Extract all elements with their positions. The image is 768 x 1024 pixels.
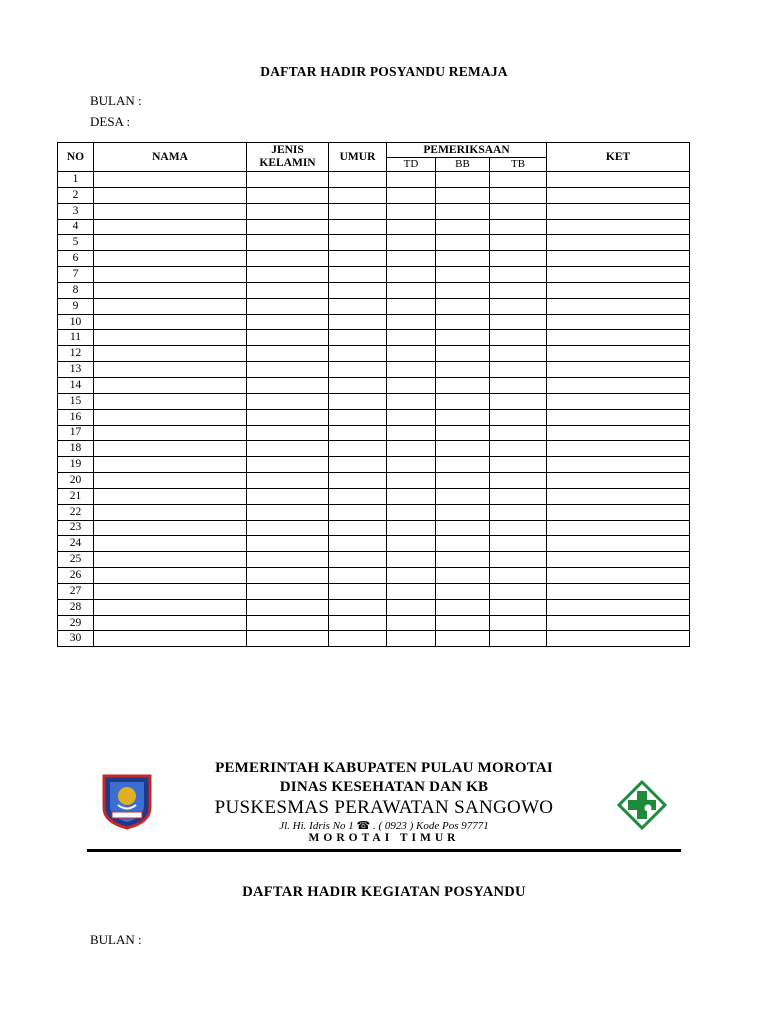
cell-ket[interactable] [547, 346, 690, 362]
cell-bb[interactable] [436, 172, 490, 188]
cell-nama[interactable] [94, 457, 247, 473]
cell-umur[interactable] [329, 203, 387, 219]
cell-umur[interactable] [329, 362, 387, 378]
cell-bb[interactable] [436, 314, 490, 330]
cell-bb[interactable] [436, 599, 490, 615]
cell-bb[interactable] [436, 267, 490, 283]
cell-nama[interactable] [94, 552, 247, 568]
cell-umur[interactable] [329, 441, 387, 457]
cell-no: 30 [58, 631, 94, 647]
cell-ket[interactable] [547, 219, 690, 235]
cell-td[interactable] [387, 330, 436, 346]
table-row [58, 282, 690, 298]
cell-jenis-kelamin[interactable] [247, 631, 329, 647]
cell-ket[interactable] [547, 504, 690, 520]
cell-umur[interactable] [329, 393, 387, 409]
cell-umur[interactable] [329, 583, 387, 599]
table-row [58, 488, 690, 504]
cell-ket[interactable] [547, 251, 690, 267]
cell-bb[interactable] [436, 631, 490, 647]
header-pemeriksaan: PEMERIKSAAN [387, 143, 547, 158]
cell-no: 26 [58, 568, 94, 584]
cell-tb[interactable] [490, 282, 547, 298]
cell-ket[interactable] [547, 457, 690, 473]
cell-umur[interactable] [329, 377, 387, 393]
cell-no: 25 [58, 552, 94, 568]
cell-no: 29 [58, 615, 94, 631]
table-row [58, 267, 690, 283]
cell-td[interactable] [387, 346, 436, 362]
cell-nama[interactable] [94, 504, 247, 520]
cell-tb[interactable] [490, 235, 547, 251]
letterhead-agency: DINAS KESEHATAN DAN KB [279, 779, 489, 795]
cell-td[interactable] [387, 473, 436, 489]
cell-umur[interactable] [329, 298, 387, 314]
cell-nama[interactable] [94, 473, 247, 489]
table-row [58, 441, 690, 457]
cell-no: 16 [58, 409, 94, 425]
cell-bb[interactable] [436, 346, 490, 362]
cell-nama[interactable] [94, 425, 247, 441]
cell-jenis-kelamin[interactable] [247, 425, 329, 441]
cell-td[interactable] [387, 457, 436, 473]
cell-no: 7 [58, 267, 94, 283]
cell-tb[interactable] [490, 187, 547, 203]
cell-nama[interactable] [94, 583, 247, 599]
cell-jenis-kelamin[interactable] [247, 599, 329, 615]
cell-nama[interactable] [94, 377, 247, 393]
cell-umur[interactable] [329, 425, 387, 441]
cell-td[interactable] [387, 362, 436, 378]
cell-nama[interactable] [94, 362, 247, 378]
cell-td[interactable] [387, 504, 436, 520]
cell-tb[interactable] [490, 172, 547, 188]
table-row [58, 536, 690, 552]
table-row [58, 362, 690, 378]
cell-nama[interactable] [94, 267, 247, 283]
cell-jenis-kelamin[interactable] [247, 536, 329, 552]
cell-td[interactable] [387, 409, 436, 425]
cell-jenis-kelamin[interactable] [247, 473, 329, 489]
cell-umur[interactable] [329, 346, 387, 362]
header-jenis-kelamin [247, 143, 329, 172]
cell-ket[interactable] [547, 393, 690, 409]
cell-ket[interactable] [547, 552, 690, 568]
cell-tb[interactable] [490, 425, 547, 441]
cell-tb[interactable] [490, 377, 547, 393]
cell-umur[interactable] [329, 488, 387, 504]
attendance-table [57, 142, 690, 647]
health-cross-icon [617, 780, 667, 830]
cell-no: 22 [58, 504, 94, 520]
cell-no: 5 [58, 235, 94, 251]
header-ket: KET [547, 143, 690, 172]
cell-nama[interactable] [94, 488, 247, 504]
cell-ket[interactable] [547, 298, 690, 314]
cell-umur[interactable] [329, 235, 387, 251]
cell-no: 23 [58, 520, 94, 536]
cell-ket[interactable] [547, 377, 690, 393]
cell-ket[interactable] [547, 409, 690, 425]
table-row [58, 568, 690, 584]
cell-bb[interactable] [436, 488, 490, 504]
second-document-title: DAFTAR HADIR KEGIATAN POSYANDU [242, 884, 526, 900]
cell-bb[interactable] [436, 457, 490, 473]
cell-umur[interactable] [329, 520, 387, 536]
cell-ket[interactable] [547, 520, 690, 536]
cell-ket[interactable] [547, 615, 690, 631]
table-row [58, 235, 690, 251]
cell-no: 24 [58, 536, 94, 552]
table-row [58, 251, 690, 267]
cell-bb[interactable] [436, 552, 490, 568]
table-row [58, 583, 690, 599]
cell-jenis-kelamin[interactable] [247, 393, 329, 409]
table-row [58, 425, 690, 441]
cell-tb[interactable] [490, 409, 547, 425]
cell-jenis-kelamin[interactable] [247, 615, 329, 631]
cell-jenis-kelamin[interactable] [247, 282, 329, 298]
cell-no: 12 [58, 346, 94, 362]
cell-td[interactable] [387, 599, 436, 615]
cell-td[interactable] [387, 425, 436, 441]
cell-jenis-kelamin[interactable] [247, 203, 329, 219]
cell-tb[interactable] [490, 552, 547, 568]
cell-jenis-kelamin[interactable] [247, 520, 329, 536]
cell-jenis-kelamin[interactable] [247, 219, 329, 235]
cell-td[interactable] [387, 552, 436, 568]
cell-nama[interactable] [94, 235, 247, 251]
table-row [58, 520, 690, 536]
cell-td[interactable] [387, 235, 436, 251]
cell-jenis-kelamin[interactable] [247, 583, 329, 599]
address-phone-postal: . ( 0923 ) Kode Pos 97771 [370, 820, 489, 832]
cell-td[interactable] [387, 314, 436, 330]
cell-tb[interactable] [490, 615, 547, 631]
cell-tb[interactable] [490, 583, 547, 599]
header-umur: UMUR [329, 143, 387, 172]
cell-no: 14 [58, 377, 94, 393]
table-row [58, 377, 690, 393]
bulan-label-2: BULAN : [90, 932, 142, 947]
cell-jenis-kelamin[interactable] [247, 409, 329, 425]
cell-no: 15 [58, 393, 94, 409]
cell-bb[interactable] [436, 568, 490, 584]
cell-no: 18 [58, 441, 94, 457]
cell-no: 11 [58, 330, 94, 346]
cell-jenis-kelamin[interactable] [247, 172, 329, 188]
cell-umur[interactable] [329, 409, 387, 425]
cell-umur[interactable] [329, 631, 387, 647]
cell-ket[interactable] [547, 441, 690, 457]
cell-tb[interactable] [490, 568, 547, 584]
cell-jenis-kelamin[interactable] [247, 568, 329, 584]
cell-no: 4 [58, 219, 94, 235]
cell-ket[interactable] [547, 536, 690, 552]
cell-tb[interactable] [490, 473, 547, 489]
cell-nama[interactable] [94, 520, 247, 536]
cell-bb[interactable] [436, 473, 490, 489]
cell-umur[interactable] [329, 599, 387, 615]
cell-jenis-kelamin[interactable] [247, 235, 329, 251]
cell-jenis-kelamin[interactable] [247, 251, 329, 267]
cell-td[interactable] [387, 393, 436, 409]
cell-umur[interactable] [329, 172, 387, 188]
cell-umur[interactable] [329, 457, 387, 473]
cell-tb[interactable] [490, 203, 547, 219]
cell-umur[interactable] [329, 251, 387, 267]
cell-nama[interactable] [94, 599, 247, 615]
cell-umur[interactable] [329, 536, 387, 552]
cell-nama[interactable] [94, 330, 247, 346]
cell-td[interactable] [387, 187, 436, 203]
table-row [58, 187, 690, 203]
table-row [58, 409, 690, 425]
cell-nama[interactable] [94, 187, 247, 203]
cell-no: 6 [58, 251, 94, 267]
table-row [58, 314, 690, 330]
cell-td[interactable] [387, 282, 436, 298]
cell-td[interactable] [387, 377, 436, 393]
cell-jenis-kelamin[interactable] [247, 377, 329, 393]
letterhead-region: MOROTAI TIMUR [308, 832, 460, 844]
table-row [58, 203, 690, 219]
cell-tb[interactable] [490, 346, 547, 362]
cell-bb[interactable] [436, 441, 490, 457]
cell-umur[interactable] [329, 314, 387, 330]
cell-umur[interactable] [329, 187, 387, 203]
cell-tb[interactable] [490, 520, 547, 536]
cell-td[interactable] [387, 267, 436, 283]
cell-bb[interactable] [436, 393, 490, 409]
cell-ket[interactable] [547, 235, 690, 251]
cell-no: 28 [58, 599, 94, 615]
cell-tb[interactable] [490, 267, 547, 283]
cell-jenis-kelamin[interactable] [247, 187, 329, 203]
cell-nama[interactable] [94, 536, 247, 552]
header-jenis-line2: KELAMIN [259, 157, 316, 169]
cell-bb[interactable] [436, 235, 490, 251]
table-row [58, 599, 690, 615]
cell-td[interactable] [387, 568, 436, 584]
cell-tb[interactable] [490, 599, 547, 615]
cell-bb[interactable] [436, 187, 490, 203]
cell-nama[interactable] [94, 441, 247, 457]
table-row [58, 631, 690, 647]
cell-umur[interactable] [329, 282, 387, 298]
header-nama: NAMA [94, 143, 247, 172]
cell-ket[interactable] [547, 488, 690, 504]
cell-ket[interactable] [547, 267, 690, 283]
cell-bb[interactable] [436, 219, 490, 235]
cell-bb[interactable] [436, 504, 490, 520]
cell-td[interactable] [387, 251, 436, 267]
cell-umur[interactable] [329, 568, 387, 584]
table-row [58, 504, 690, 520]
cell-ket[interactable] [547, 425, 690, 441]
cell-bb[interactable] [436, 536, 490, 552]
cell-tb[interactable] [490, 314, 547, 330]
cell-tb[interactable] [490, 393, 547, 409]
cell-jenis-kelamin[interactable] [247, 314, 329, 330]
cell-umur[interactable] [329, 330, 387, 346]
cell-no: 1 [58, 172, 94, 188]
cell-no: 13 [58, 362, 94, 378]
cell-ket[interactable] [547, 362, 690, 378]
cell-tb[interactable] [490, 219, 547, 235]
cell-ket[interactable] [547, 187, 690, 203]
cell-bb[interactable] [436, 425, 490, 441]
letterhead-government: PEMERINTAH KABUPATEN PULAU MOROTAI [215, 760, 553, 776]
cell-tb[interactable] [490, 504, 547, 520]
cell-td[interactable] [387, 298, 436, 314]
cell-tb[interactable] [490, 298, 547, 314]
cell-umur[interactable] [329, 552, 387, 568]
cell-no: 8 [58, 282, 94, 298]
cell-bb[interactable] [436, 298, 490, 314]
cell-ket[interactable] [547, 583, 690, 599]
cell-umur[interactable] [329, 615, 387, 631]
cell-nama[interactable] [94, 568, 247, 584]
cell-jenis-kelamin[interactable] [247, 504, 329, 520]
cell-no: 27 [58, 583, 94, 599]
cell-tb[interactable] [490, 441, 547, 457]
cell-no: 19 [58, 457, 94, 473]
cell-td[interactable] [387, 520, 436, 536]
cell-umur[interactable] [329, 219, 387, 235]
table-row [58, 346, 690, 362]
table-row [58, 457, 690, 473]
cell-no: 17 [58, 425, 94, 441]
cell-nama[interactable] [94, 346, 247, 362]
cell-bb[interactable] [436, 583, 490, 599]
cell-bb[interactable] [436, 251, 490, 267]
table-row [58, 298, 690, 314]
cell-td[interactable] [387, 631, 436, 647]
cell-nama[interactable] [94, 393, 247, 409]
cell-umur[interactable] [329, 267, 387, 283]
cell-nama[interactable] [94, 298, 247, 314]
cell-td[interactable] [387, 488, 436, 504]
cell-no: 2 [58, 187, 94, 203]
letterhead-institution: PUSKESMAS PERAWATAN SANGOWO [214, 797, 554, 818]
cell-tb[interactable] [490, 457, 547, 473]
table-row [58, 473, 690, 489]
cell-tb[interactable] [490, 362, 547, 378]
cell-umur[interactable] [329, 504, 387, 520]
cell-td[interactable] [387, 583, 436, 599]
cell-nama[interactable] [94, 219, 247, 235]
cell-bb[interactable] [436, 203, 490, 219]
cell-jenis-kelamin[interactable] [247, 488, 329, 504]
cell-jenis-kelamin[interactable] [247, 457, 329, 473]
cell-jenis-kelamin[interactable] [247, 552, 329, 568]
cell-no: 3 [58, 203, 94, 219]
cell-td[interactable] [387, 219, 436, 235]
table-row [58, 330, 690, 346]
cell-ket[interactable] [547, 282, 690, 298]
table-row [58, 393, 690, 409]
cell-nama[interactable] [94, 251, 247, 267]
cell-bb[interactable] [436, 330, 490, 346]
cell-ket[interactable] [547, 314, 690, 330]
cell-jenis-kelamin[interactable] [247, 362, 329, 378]
cell-td[interactable] [387, 203, 436, 219]
cell-jenis-kelamin[interactable] [247, 267, 329, 283]
attendance-table-body [58, 172, 690, 647]
cell-bb[interactable] [436, 362, 490, 378]
document-title: DAFTAR HADIR POSYANDU REMAJA [260, 64, 508, 79]
cell-tb[interactable] [490, 330, 547, 346]
cell-no: 20 [58, 473, 94, 489]
cell-jenis-kelamin[interactable] [247, 441, 329, 457]
cell-ket[interactable] [547, 330, 690, 346]
cell-jenis-kelamin[interactable] [247, 346, 329, 362]
header-jenis-line1: JENIS [271, 144, 304, 156]
cell-no: 21 [58, 488, 94, 504]
cell-td[interactable] [387, 441, 436, 457]
cell-td[interactable] [387, 536, 436, 552]
header-tb: TB [490, 158, 547, 172]
cell-jenis-kelamin[interactable] [247, 298, 329, 314]
header-bb: BB [436, 158, 490, 172]
cell-jenis-kelamin[interactable] [247, 330, 329, 346]
cell-ket[interactable] [547, 631, 690, 647]
cell-ket[interactable] [547, 203, 690, 219]
cell-umur[interactable] [329, 473, 387, 489]
cell-no: 9 [58, 298, 94, 314]
table-row [58, 615, 690, 631]
letterhead-divider [87, 849, 681, 852]
table-row [58, 219, 690, 235]
cell-ket[interactable] [547, 473, 690, 489]
header-td: TD [387, 158, 436, 172]
cell-no: 10 [58, 314, 94, 330]
cell-nama[interactable] [94, 172, 247, 188]
cell-bb[interactable] [436, 520, 490, 536]
cell-bb[interactable] [436, 409, 490, 425]
cell-tb[interactable] [490, 536, 547, 552]
table-row [58, 172, 690, 188]
cell-tb[interactable] [490, 631, 547, 647]
cell-bb[interactable] [436, 615, 490, 631]
cell-nama[interactable] [94, 282, 247, 298]
header-no: NO [58, 143, 94, 172]
bulan-label: BULAN : [90, 93, 142, 108]
cell-nama[interactable] [94, 615, 247, 631]
table-row [58, 552, 690, 568]
cell-ket[interactable] [547, 172, 690, 188]
cell-nama[interactable] [94, 203, 247, 219]
cell-tb[interactable] [490, 251, 547, 267]
cell-ket[interactable] [547, 599, 690, 615]
cell-nama[interactable] [94, 314, 247, 330]
cell-nama[interactable] [94, 631, 247, 647]
cell-ket[interactable] [547, 568, 690, 584]
cell-td[interactable] [387, 172, 436, 188]
cell-bb[interactable] [436, 377, 490, 393]
cell-td[interactable] [387, 615, 436, 631]
cell-tb[interactable] [490, 488, 547, 504]
cell-bb[interactable] [436, 282, 490, 298]
address-street: Jl. Hi. Idris No 1 [279, 820, 357, 832]
phone-icon: ☎ [356, 820, 371, 832]
desa-label: DESA : [90, 114, 131, 129]
cell-nama[interactable] [94, 409, 247, 425]
